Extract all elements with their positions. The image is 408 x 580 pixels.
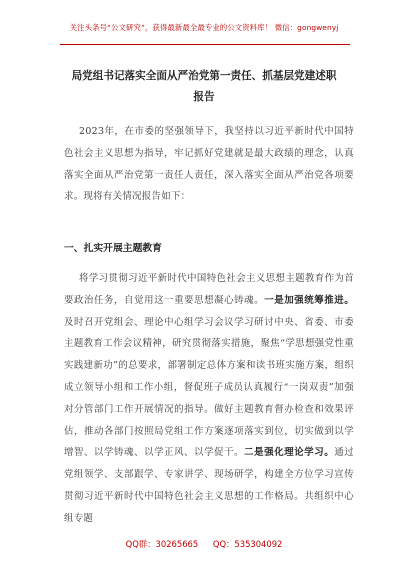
- qq-number: QQ：535304092: [212, 539, 283, 549]
- paragraph-text: 将学习贯彻习近平新时代中国特色社会主义思想主题教育作为首要政治任务，自觉用这一重要思想凝心铸魂。: [64, 273, 354, 306]
- header-banner: 关注头条号“公文研究”，获得最新最全最专业的公文资料库！ 微信：gongwenyj: [69, 23, 339, 32]
- header-divider: [60, 44, 350, 45]
- footer-contact: [0, 538, 408, 550]
- bold-point-1: 一是加强统筹推进。: [264, 294, 354, 306]
- bold-point-2: 二是强化理论学习。: [244, 447, 335, 459]
- paragraph-text: 及时召开党组会、理论中心组学习会议学习研讨中央、省委、市委主题教育工作会议精神，研究贯彻落实措施，聚焦“学思想强党性重实践建新功”的总要求，部署制定总体方案和读书班实施方案，组织成立领导小组和工作小组，督促班子成员认真履行“一岗双责”加强对分管部门工作开展情况的指导。做好主题教育督办检查和效果评估，推动各部门按照局党组工作方案逐项落实到位，切实做到以学增智、以学铸魂、以学正风、以学促干。: [64, 316, 354, 459]
- section-heading-1: 一、扎实开展主题教育: [64, 243, 162, 254]
- body-paragraph: [64, 268, 354, 530]
- title-line-2: 报告: [193, 91, 215, 103]
- title-line-1: 局党组书记落实全面从严治党第一责任、抓基层党建述职: [71, 70, 337, 82]
- document-title: [64, 66, 344, 108]
- qq-group: QQ群：30265665: [125, 539, 199, 549]
- intro-paragraph: 2023年，在市委的坚强领导下，我坚持以习近平新时代中国特色社会主义思想为指导，牢记抓好党建就是最大政绩的理念，认真落实全面从严治党第一责任人责任，深入落实全面从严治党各项要求。现将有关情况报告如下：: [64, 126, 354, 203]
- paragraph-text: 通过党组领学、支部跟学、专家讲学、现场研学，构建全方位学习宣传贯彻习近平新时代中国特色社会主义思想的工作格局。共组织中心组专题: [64, 447, 355, 524]
